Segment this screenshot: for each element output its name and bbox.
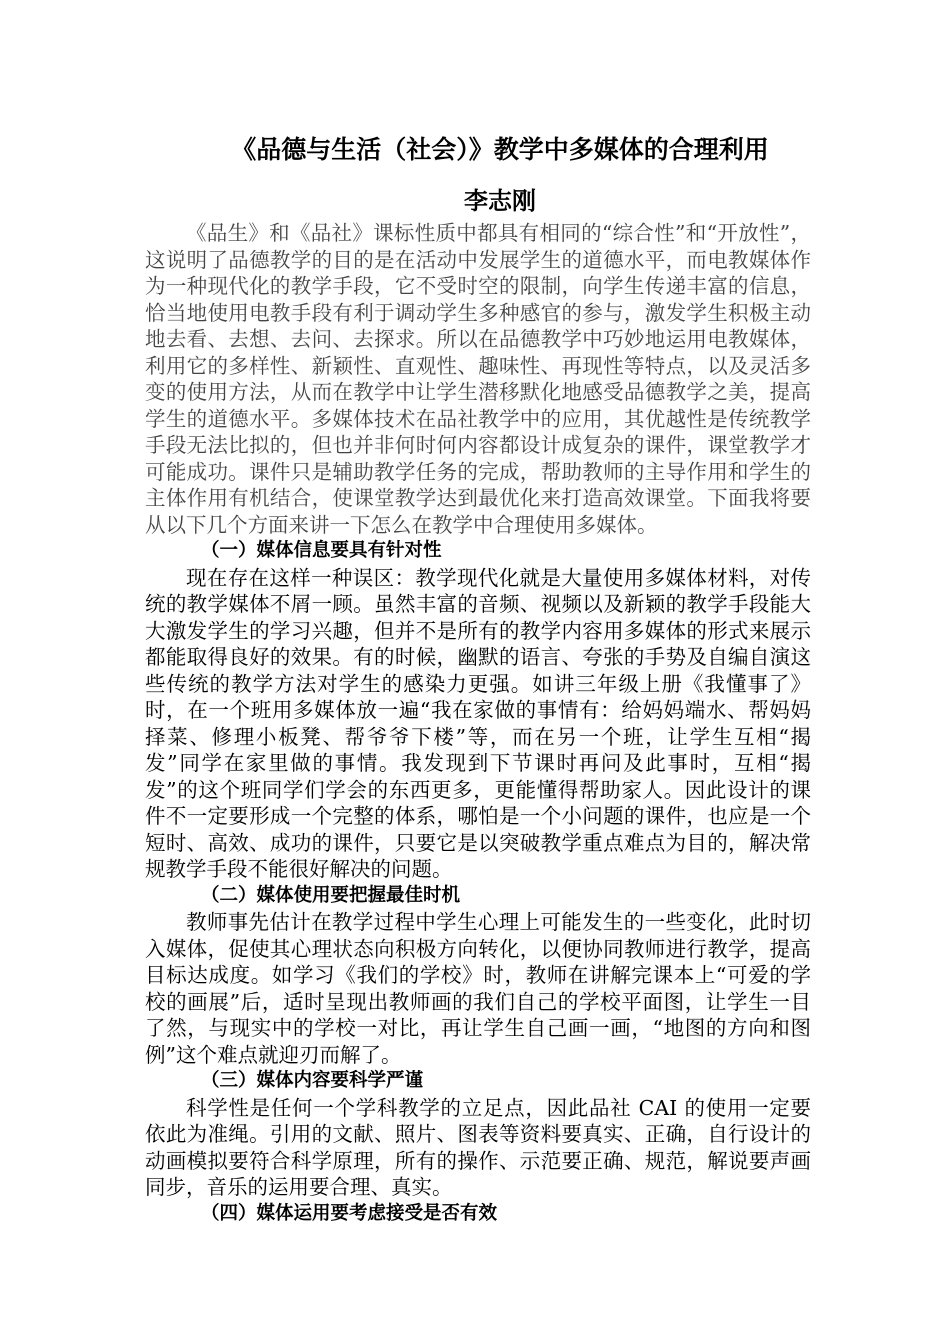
section-heading-3: （三）媒体内容要科学严谨 (201, 1070, 424, 1091)
article-author: 李志刚 (464, 187, 536, 215)
article-title: 《品德与生活（社会）》教学中多媒体的合理利用 (231, 135, 769, 164)
intro-paragraph: 《品生》和《品社》课标性质中都具有相同的“综合性”和“开放性”，这说明了品德教学的目的是在活动中发展学生的道德水平，而电教媒体作为一种现代化的教学手段，它不受时空的限制，向学生传递丰富的信息，恰当地使用电教手段有利于调动学生多种感官的参与，激发学生积极主动地去看、去想、去问、去探求。所以在品德教学中巧妙地运用电教媒体，利用它的多样性、新颖性、直观性、趣味性、再现性等特点，以及灵活多变的使用方法，从而在教学中让学生潜移默化地感受品德教学之美，提高学生的道德水平。多媒体技术在品社教学中的应用，其优越性是传统教学手段无法比拟的，但也并非何时何内容都设计成复杂的课件，课堂教学才可能成功。课件只是辅助教学任务的完成，帮助教师的主导作用和学生的主体作用有机结合，使课堂教学达到最优化来打造高效课堂。下面我将要从以下几个方面来讲一下怎么在教学中合理使用多媒体。 (145, 221, 811, 537)
section-heading-2: （二）媒体使用要把握最佳时机 (201, 884, 461, 906)
section-paragraph-1: 现在存在这样一种误区：教学现代化就是大量使用多媒体材料，对传统的教学媒体不屑一顾。虽然丰富的音频、视频以及新颖的教学手段能大大激发学生的学习兴趣，但并不是所有的教学内容用多媒体的形式来展示都能取得良好的效果。有的时候，幽默的语言、夸张的手势及自编自演这些传统的教学方法对学生的感染力更强。如讲三年级上册《我懂事了》时，在一个班用多媒体放一遍“我在家做的事情有：给妈妈端水、帮妈妈择菜、修理小板凳、帮爷爷下楼”等，而在另一个班，让学生互相“揭发”同学在家里做的事情。我发现到下节课时再问及此事时，互相“揭发”的这个班同学们学会的东西更多，更能懂得帮助家人。因此设计的课件不一定要形成一个完整的体系，哪怕是一个小问题的课件，也应是一个短时、高效、成功的课件，只要它是以突破教学重点难点为目的，解决常规教学手段不能很好解决的问题。 (145, 565, 811, 881)
section-paragraph-3: 科学性是任何一个学科教学的立足点，因此品社 CAI 的使用一定要依此为准绳。引用的文献、照片、图表等资料要真实、正确，自行设计的动画模拟要符合科学原理，所有的操作、示范要正确、规范，解说要声画同步，音乐的运用要合理、真实。 (145, 1095, 811, 1199)
article-body (145, 220, 811, 1227)
section-heading-1: （一）媒体信息要具有针对性 (201, 540, 442, 561)
section-heading-4: （四）媒体运用要考虑接受是否有效 (201, 1202, 498, 1224)
section-paragraph-2: 教师事先估计在教学过程中学生心理上可能发生的一些变化，此时切入媒体，促使其心理状态向积极方向转化，以便协同教师进行教学，提高目标达成度。如学习《我们的学校》时，教师在讲解完课本上“可爱的学校的画展”后，适时呈现出教师画的我们自己的学校平面图，让学生一目了然，与现实中的学校一对比，再让学生自己画一画，“地图的方向和图例”这个难点就迎刃而解了。 (145, 910, 811, 1067)
